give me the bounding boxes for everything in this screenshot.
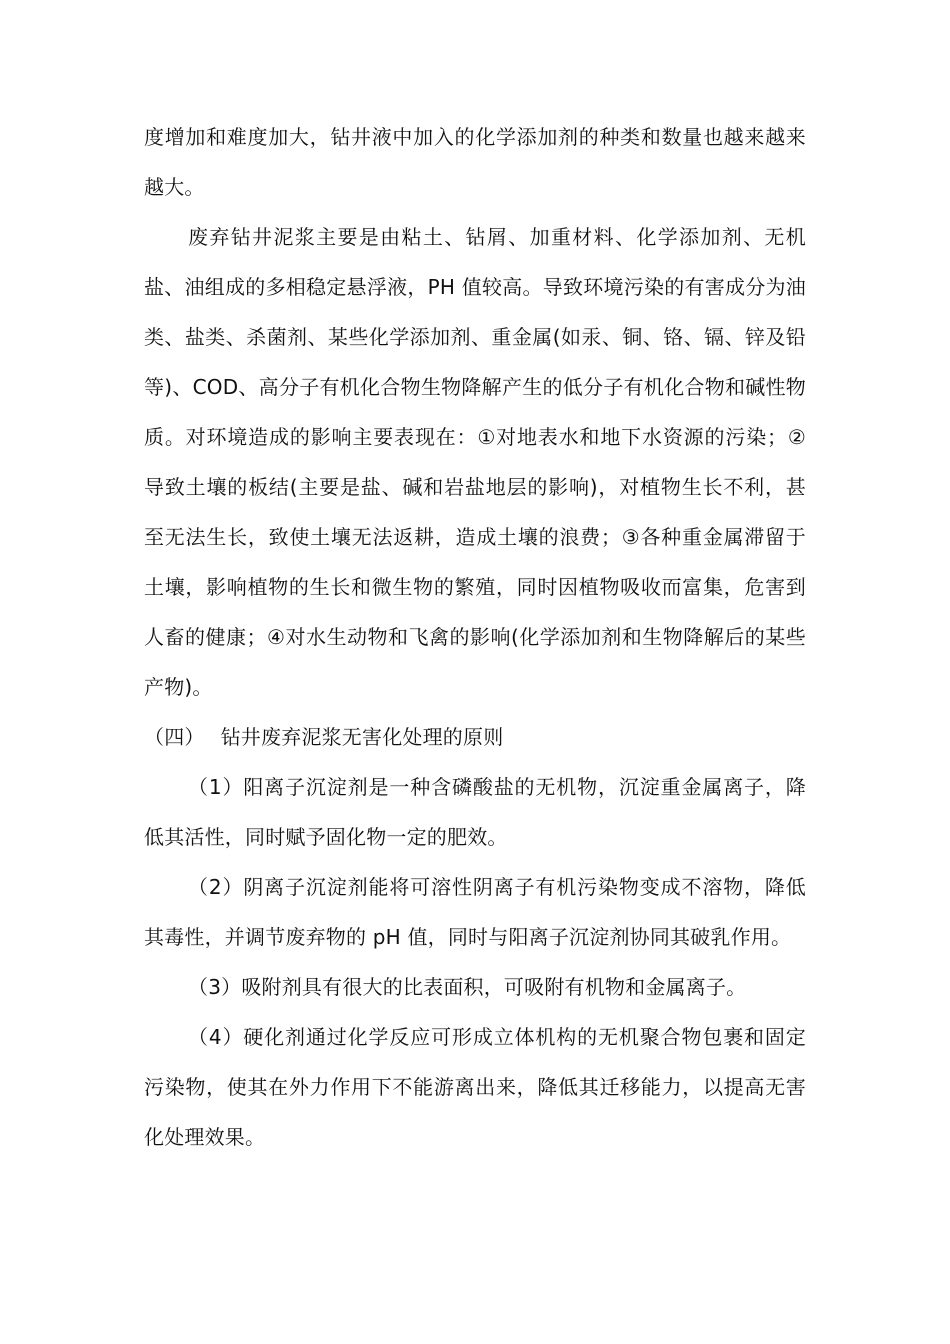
- section-heading: [144, 712, 806, 762]
- paragraph-item-3: （3）吸附剂具有很大的比表面积，可吸附有机物和金属离子。: [188, 975, 747, 999]
- document-body: [144, 112, 806, 1162]
- paragraph-item-2: （2）阴离子沉淀剂能将可溶性阴离子有机污染物变成不溶物，降低其毒性，并调节废弃物的 pH 值，同时与阳离子沉淀剂协同其破乳作用。: [144, 875, 806, 949]
- paragraph-continued: 度增加和难度加大，钻井液中加入的化学添加剂的种类和数量也越来越来越大。: [144, 125, 806, 199]
- section-heading-title: 钻井废弃泥浆无害化处理的原则: [220, 725, 504, 749]
- paragraph-item-4: （4）硬化剂通过化学反应可形成立体机构的无机聚合物包裹和固定污染物，使其在外力作用下不能游离出来，降低其迁移能力，以提高无害化处理效果。: [144, 1025, 806, 1149]
- section-heading-number: （四）: [144, 725, 205, 749]
- paragraph-item-1: （1）阳离子沉淀剂是一种含磷酸盐的无机物，沉淀重金属离子，降低其活性，同时赋予固化物一定的肥效。: [144, 775, 806, 849]
- paragraph-waste-mud-composition: 废弃钻井泥浆主要是由粘土、钻屑、加重材料、化学添加剂、无机盐、油组成的多相稳定悬浮液，PH 值较高。导致环境污染的有害成分为油类、盐类、杀菌剂、某些化学添加剂、重金属(如汞、铜、铬、镉、锌及铅等)、COD、高分子有机化合物生物降解产生的低分子有机化合物和碱性物质。对环境造成的影响主要表现在：①对地表水和地下水资源的污染；②导致土壤的板结(主要是盐、碱和岩盐地层的影响)，对植物生长不利，甚至无法生长，致使土壤无法返耕，造成土壤的浪费；③各种重金属滞留于土壤，影响植物的生长和微生物的繁殖，同时因植物吸收而富集，危害到人畜的健康；④对水生动物和飞禽的影响(化学添加剂和生物降解后的某些产物)。: [144, 225, 806, 699]
